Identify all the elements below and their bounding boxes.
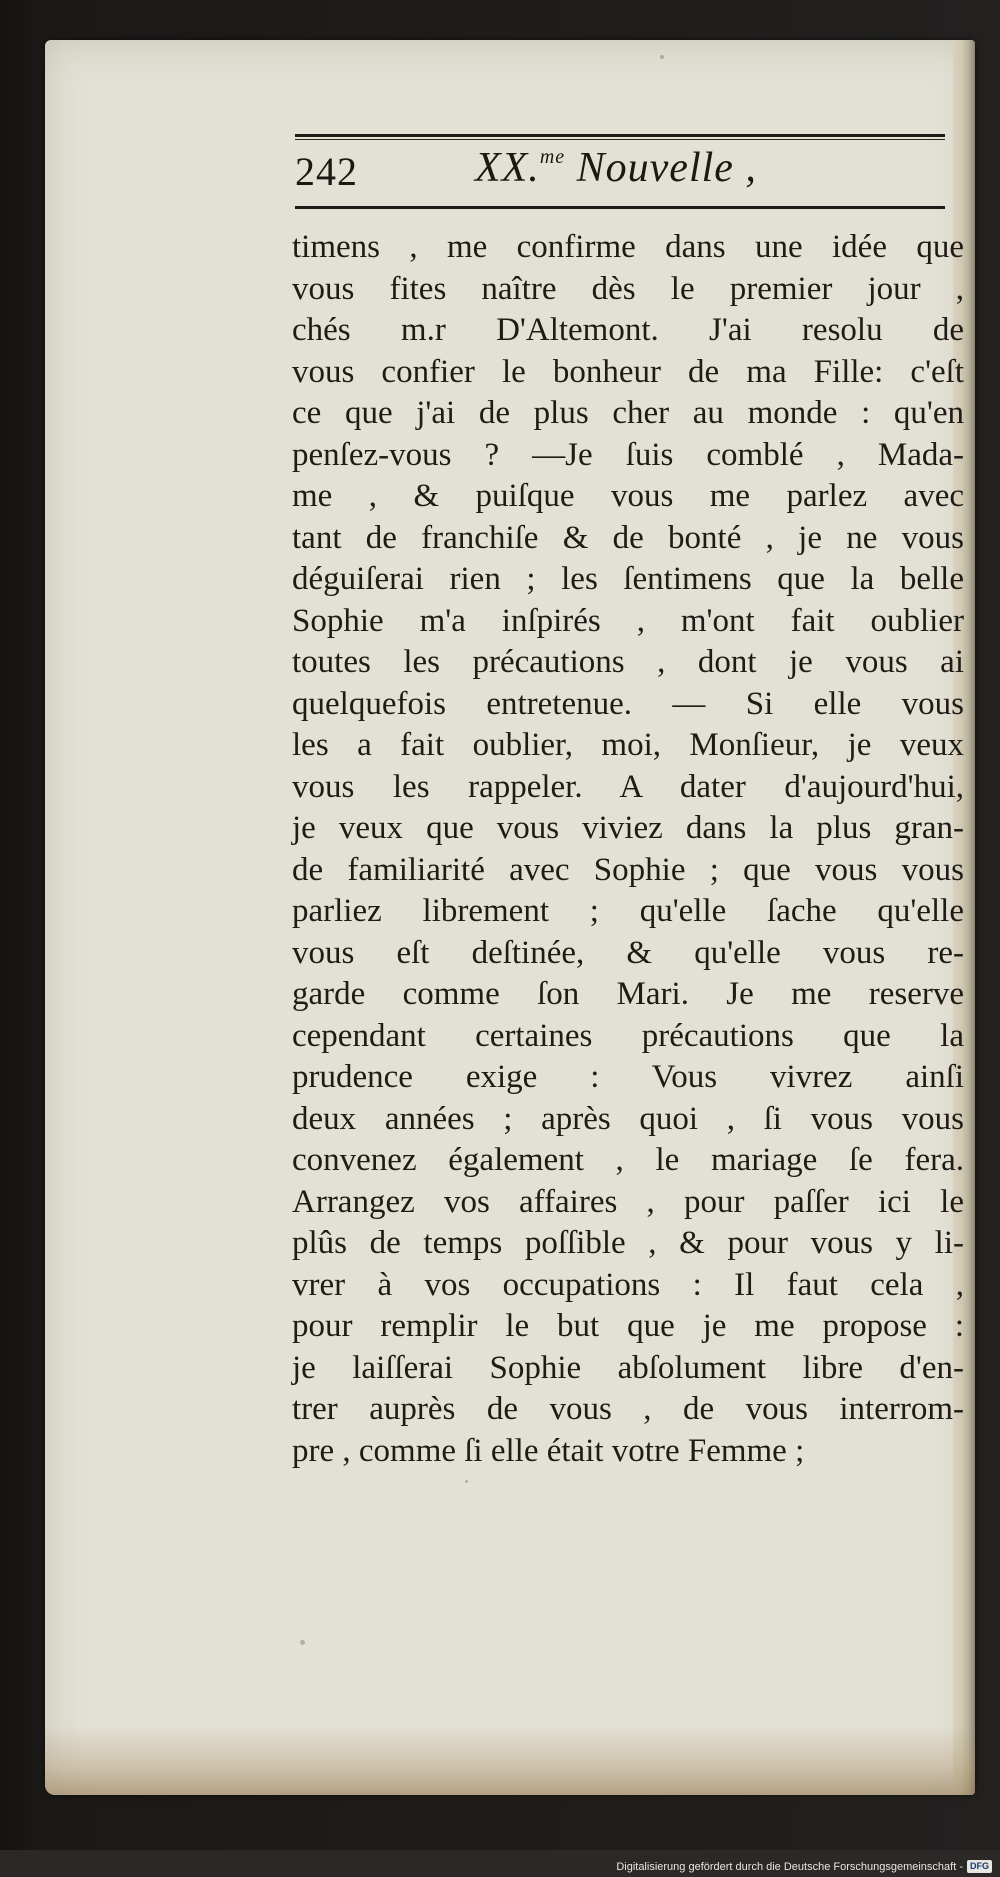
text-line: Arrangez vos affaires , pour paſſer ici le (292, 1183, 964, 1220)
running-title-word: Nouvelle , (576, 145, 757, 191)
text-line: penſez-vous ? —Je ſuis comblé , Mada- (292, 436, 964, 473)
text-line: quelquefois entretenue. — Si elle vous (292, 685, 964, 722)
running-head (295, 145, 945, 198)
text-line: déguiſerai rien ; les ſentimens que la belle (292, 561, 964, 597)
text-line: parliez librement ; qu'elle ſache qu'elle (292, 893, 964, 929)
text-line: Sophie m'a inſpirés , m'ont fait oublier (292, 602, 964, 639)
text-line: vous fites naître dès le premier jour , (292, 270, 964, 307)
text-line: vrer à vos occupations : Il faut cela , (292, 1266, 964, 1303)
text-line: pour remplir le but que je me propose : (292, 1308, 964, 1344)
text-line: je veux que vous viviez dans la plus gran- (292, 810, 964, 846)
digitization-credit (616, 1860, 992, 1873)
text-line: vous eſt deſtinée, & qu'elle vous re- (292, 934, 964, 971)
body-text (292, 227, 964, 1472)
paper-speck (660, 55, 664, 59)
text-line: trer auprès de vous , de vous interrom- (292, 1391, 964, 1427)
text-line: cependant certaines précautions que la (292, 1017, 964, 1054)
text-line: de familiarité avec Sophie ; que vous vous (292, 851, 964, 888)
running-title-numeral: XX. (475, 145, 540, 191)
text-line: vous confier le bonheur de ma Fille: c'eſt (292, 353, 964, 390)
text-line: je laiſſerai Sophie abſolument libre d'en- (292, 1349, 964, 1386)
text-line: ce que j'ai de plus cher au monde : qu'en (292, 395, 964, 431)
text-line: garde comme ſon Mari. Je me reserve (292, 976, 964, 1012)
text-line: plûs de temps poſſible , & pour vous y li- (292, 1225, 964, 1261)
text-line: chés m.r D'Altemont. J'ai resolu de (292, 312, 964, 348)
text-line: toutes les précautions , dont je vous ai (292, 644, 964, 680)
text-line: me , & puiſque vous me parlez avec (292, 478, 964, 514)
text-line: timens , me confirme dans une idée que (292, 229, 964, 265)
credit-text: Digitalisierung gefördert durch die Deutsche Forschungsgemeinschaft - (616, 1860, 963, 1873)
text-line: pre , comme ſi elle était votre Femme ; (292, 1432, 805, 1469)
dfg-logo: DFG (967, 1860, 992, 1873)
paper-speck (300, 1640, 305, 1645)
text-line: vous les rappeler. A dater d'aujourd'hui, (292, 768, 964, 805)
text-line: deux années ; après quoi , ſi vous vous (292, 1100, 964, 1137)
text-line: convenez également , le mariage ſe fera. (292, 1142, 964, 1178)
header-rule-top (295, 134, 945, 137)
text-line: les a fait oublier, moi, Monſieur, je veux (292, 727, 964, 763)
running-title (475, 144, 757, 192)
text-line: tant de franchiſe & de bonté , je ne vous (292, 519, 964, 556)
paper-speck (465, 1480, 468, 1483)
header-rule-bottom (295, 206, 945, 209)
text-line: prudence exige : Vous vivrez ainſi (292, 1059, 964, 1095)
running-title-superscript: me (539, 146, 566, 168)
page-number: 242 (295, 149, 358, 194)
